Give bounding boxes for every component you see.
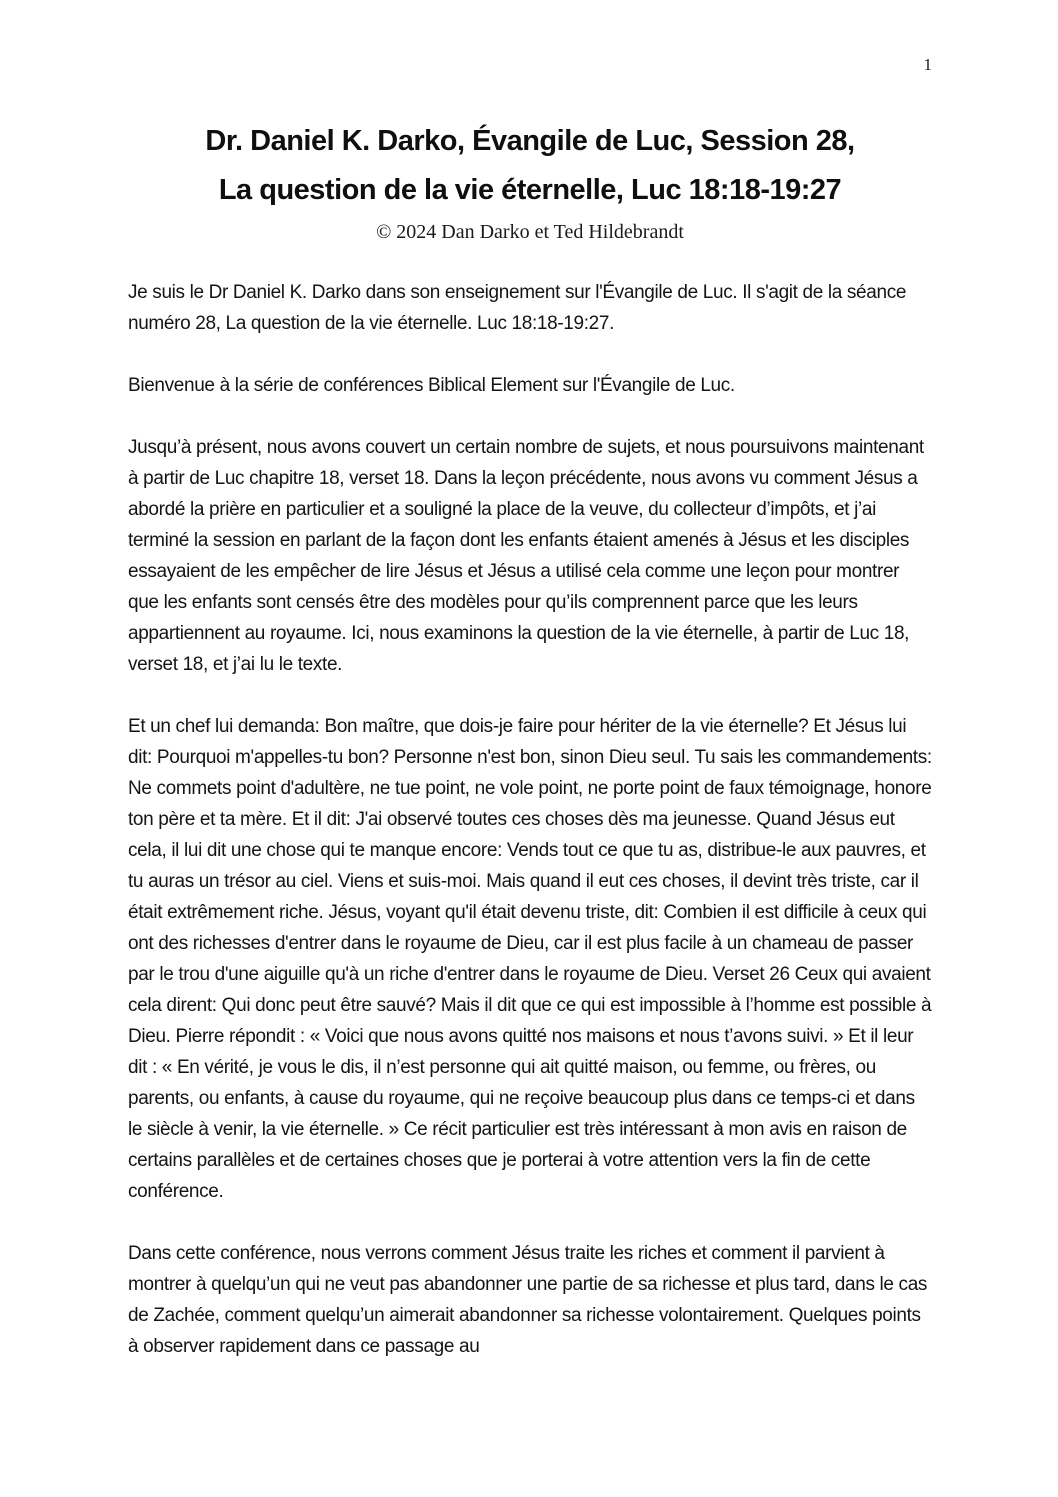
paragraph: Je suis le Dr Daniel K. Darko dans son enseignement sur l'Évangile de Luc. Il s'agit de la séance numéro 28, La question de la vie éternelle. Luc 18:18-19:27. xyxy=(128,282,907,334)
transcript-body xyxy=(128,277,932,1362)
paragraph: Dans cette conférence, nous verrons comment Jésus traite les riches et comment il parvient à montrer à quelqu’un qui ne veut pas abandonner une partie de sa richesse et plus tard, dans le cas de Zachée, comment quelqu’un aimerait abandonner sa richesse volontairement. Quelques points à observer rapidement dans ce passage au xyxy=(128,1243,928,1357)
paragraph: Bienvenue à la série de conférences Biblical Element sur l'Évangile de Luc. xyxy=(128,375,735,396)
copyright-line: © 2024 Dan Darko et Ted Hildebrandt xyxy=(376,221,684,243)
page-title-line-1: Dr. Daniel K. Darko, Évangile de Luc, Session 28, xyxy=(205,125,855,157)
paragraph: Jusqu’à présent, nous avons couvert un certain nombre de sujets, et nous poursuivons maintenant à partir de Luc chapitre 18, verset 18. Dans la leçon précédente, nous avons vu comment Jésus a abordé la prière en particulier et a souligné la place de la veuve, du collecteur d’impôts, et j’ai terminé la session en parlant de la façon dont les enfants étaient amenés à Jésus et les disciples essayaient de les empêcher de lire Jésus et Jésus a utilisé cela comme une leçon pour montrer que les enfants sont censés être des modèles pour qu’ils comprennent parce que les leurs appartiennent au royaume. Ici, nous examinons la question de la vie éternelle, à partir de Luc 18, verset 18, et j’ai lu le texte. xyxy=(128,437,924,675)
page-number: 1 xyxy=(923,55,932,74)
paragraph: Et un chef lui demanda: Bon maître, que dois-je faire pour hériter de la vie éternelle? Et Jésus lui dit: Pourquoi m'appelles-tu bon? Personne n'est bon, sinon Dieu seul. Tu sais les commandements: Ne commets point d'adultère, ne tue point, ne vole point, ne porte point de faux témoignage, honore ton père et ta mère. Et il dit: J'ai observé toutes ces choses dès ma jeunesse. Quand Jésus eut cela, il lui dit une chose qui te manque encore: Vends tout ce que tu as, distribue-le aux pauvres, et tu auras un trésor au ciel. Viens et suis-moi. Mais quand il eut ces choses, il devint très triste, car il était extrêmement riche. Jésus, voyant qu'il était devenu triste, dit: Combien il est difficile à ceux qui ont des richesses d'entrer dans le royaume de Dieu, car il est plus facile à un chameau de passer par le trou d'une aiguille qu'à un riche d'entrer dans le royaume de Dieu. Verset 26 Ceux qui avaient cela dirent: Qui donc peut être sauvé? Mais il dit que ce qui est impossible à l’homme est possible à Dieu. Pierre répondit : « Voici que nous avons quitté nos maisons et nous t’avons suivi. » Et il leur dit : « En vérité, je vous le dis, il n’est personne qui ait quitté maison, ou femme, ou frères, ou parents, ou enfants, à cause du royaume, qui ne reçoive beaucoup plus dans ce temps-ci et dans le siècle à venir, la vie éternelle. » Ce récit particulier est très intéressant à mon avis en raison de certains parallèles et de certaines choses que je porterai à votre attention vers la fin de cette conférence. xyxy=(128,716,932,1202)
page-title xyxy=(128,117,932,215)
page-title-line-2: La question de la vie éternelle, Luc 18:18-19:27 xyxy=(218,174,842,206)
